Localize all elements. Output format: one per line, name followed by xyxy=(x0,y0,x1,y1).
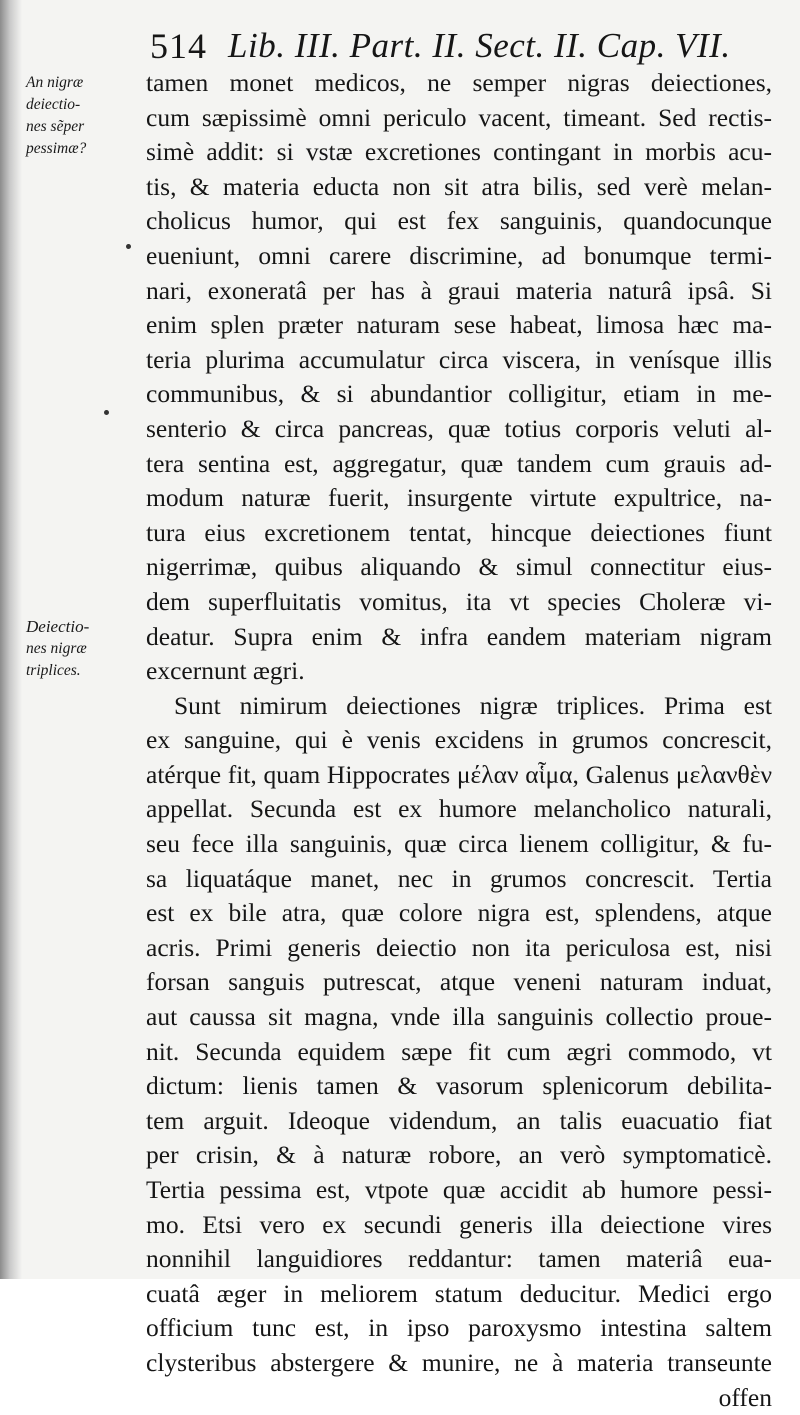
text-line: tura eius excretionem tentat, hincque deiectiones fiunt xyxy=(146,517,772,547)
margin-note-line: nes nigræ xyxy=(26,640,87,657)
text-line: excernunt ægri. xyxy=(146,656,305,686)
text-line: communibus, & si abundantior colligitur, etiam in me- xyxy=(146,379,772,409)
margin-note-line: Deiectio- xyxy=(26,617,90,636)
text-line: tem arguit. Ideoque videndum, an talis euacuatio fiat xyxy=(146,1105,772,1135)
margin-note-line: triplices. xyxy=(26,662,81,679)
text-line: nigerrimæ, quibus aliquando & simul connectitur eius- xyxy=(146,552,772,582)
running-title: Lib. III. Part. II. Sect. II. Cap. VII. xyxy=(228,26,731,65)
text-line: nari, exoneratâ per has à graui materia naturâ ipsâ. Si xyxy=(146,275,772,305)
text-line: mo. Etsi vero ex secundi generis illa deiectione vires xyxy=(146,1209,772,1239)
ink-speck xyxy=(126,244,131,249)
text-line: aut caussa sit magna, vnde illa sanguinis collectio proue- xyxy=(146,1002,772,1032)
margin-note-an-nigrae xyxy=(26,72,150,160)
text-line: est ex bile atra, quæ colore nigra est, splendens, atque xyxy=(146,898,772,928)
text-line: Tertia pessima est, vtpote quæ accidit ab humore pessi- xyxy=(146,1175,772,1204)
text-line: simè addit: si vstæ excretiones contingant in morbis acu- xyxy=(146,137,772,167)
text-line: cholicus humor, qui est fex sanguinis, quandocunque xyxy=(146,206,772,236)
text-line: Sunt nimirum deiectiones nigræ triplices. Prima est xyxy=(174,690,772,720)
text-line: nit. Secunda equidem sæpe fit cum ægri commodo, vt xyxy=(146,1036,772,1066)
text-line: dictum: lienis tamen & vasorum splenicorum debilita- xyxy=(146,1071,772,1101)
text-line: atérque fit, quam Hippocrates μέλαν αἷμα, Galenus μελανθὲν xyxy=(146,759,772,789)
margin-note-line: pessimæ? xyxy=(26,140,87,157)
text-line: teria plurima accumulatur circa viscera, in venísque illis xyxy=(146,344,772,374)
text-line: sa liquatáque manet, nec in grumos concrescit. Tertia xyxy=(146,863,772,893)
text-line: officium tunc est, in ipso paroxysmo intestina saltem xyxy=(146,1313,772,1343)
text-line: tamen monet medicos, ne semper nigras deiectiones, xyxy=(146,68,772,97)
text-line: senterio & circa pancreas, quæ totius corporis veluti al- xyxy=(146,413,772,443)
gutter-shadow xyxy=(0,0,22,1279)
text-line: clysteribus abstergere & munire, ne à materia transeunte xyxy=(146,1347,772,1377)
text-line: ex sanguine, qui è venis excidens in grumos concrescit, xyxy=(146,725,772,755)
text-line: enim splen præter naturam sese habeat, limosa hæc ma- xyxy=(146,310,772,340)
text-line: cuatâ æger in meliorem statum deducitur. Medici ergo xyxy=(146,1278,772,1308)
page-number: 514 xyxy=(150,26,207,66)
text-line: seu fece illa sanguinis, quæ circa lienem colligitur, & fu- xyxy=(146,829,772,859)
text-line: per crisin, & à naturæ robore, an verò symptomaticè. xyxy=(146,1140,772,1170)
text-line: nonnihil languidiores reddantur: tamen materiâ eua- xyxy=(146,1244,772,1274)
text-line: eueniunt, omni carere discrimine, ad bonumque termi- xyxy=(146,240,772,270)
text-line: cum sæpissimè omni periculo vacent, timeant. Sed rectis- xyxy=(146,102,772,132)
text-line: tera sentina est, aggregatur, quæ tandem cum grauis ad- xyxy=(146,448,772,478)
body-text xyxy=(146,66,772,1415)
margin-note-line: An nigræ xyxy=(26,74,84,91)
text-line: forsan sanguis putrescat, atque veneni naturam induat, xyxy=(146,967,772,997)
ink-speck xyxy=(104,410,109,415)
running-head xyxy=(150,26,770,66)
catchword: offen xyxy=(718,1382,772,1412)
text-line: acris. Primi generis deiectio non ita periculosa est, nisi xyxy=(146,932,772,962)
text-line: dem superfluitatis vomitus, ita vt species Choleræ vi- xyxy=(146,586,772,616)
text-line: appellat. Secunda est ex humore melancholico naturali, xyxy=(146,794,772,824)
text-line: tis, & materia educta non sit atra bilis, sed verè melan- xyxy=(146,171,772,201)
text-line: modum naturæ fuerit, insurgente virtute expultrice, na- xyxy=(146,483,772,513)
margin-note-line: deiectio- xyxy=(26,96,81,113)
margin-note-line: nes sẽper xyxy=(26,118,85,135)
text-line: deatur. Supra enim & infra eandem materiam nigram xyxy=(146,621,772,651)
margin-note-deiectiones xyxy=(26,616,150,682)
